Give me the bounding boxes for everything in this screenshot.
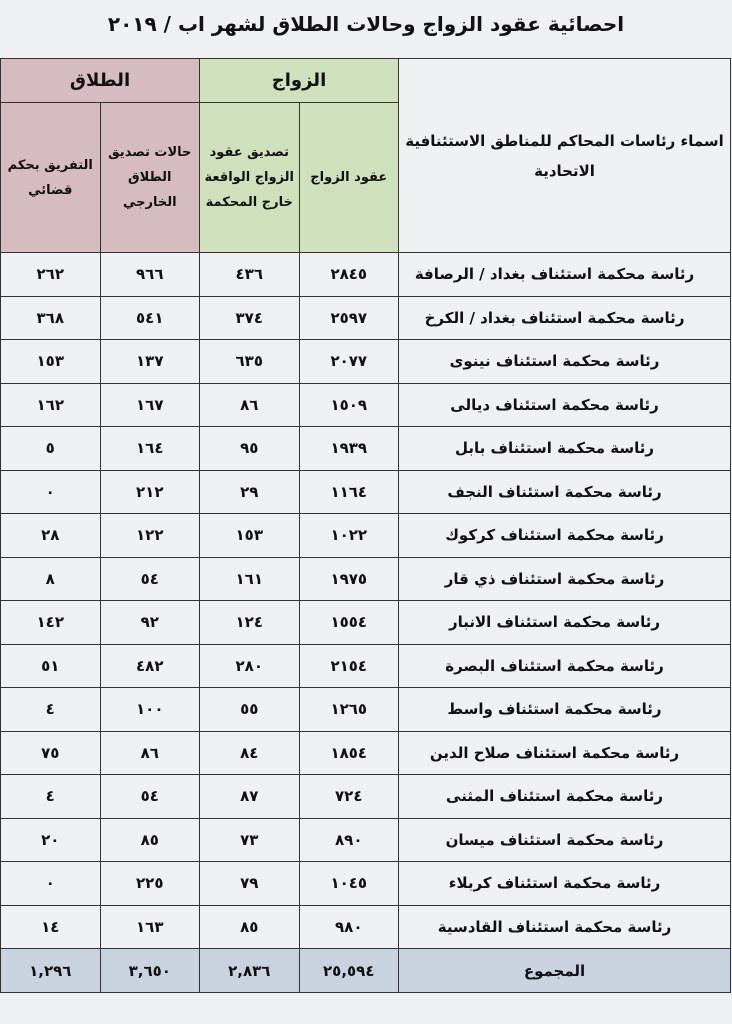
court-name-cell: رئاسة محكمة استئناف واسط bbox=[399, 688, 731, 732]
court-name-cell: رئاسة محكمة استئناف النجف bbox=[399, 470, 731, 514]
judicial-separation-cell: ٧٥ bbox=[1, 731, 101, 775]
judicial-separation-cell: ١٤ bbox=[1, 905, 101, 949]
table-row bbox=[1, 383, 731, 427]
total-divorce-cell: ٣,٦٥٠ bbox=[100, 949, 200, 993]
marriage-contracts-cell: ١٢٦٥ bbox=[299, 688, 399, 732]
marriage-ratification-header: تصديق عقود الزواج الواقعة خارج المحكمة bbox=[200, 103, 300, 253]
marriage-ratification-cell: ٤٣٦ bbox=[200, 253, 300, 297]
court-name-cell: رئاسة محكمة استئناف بغداد / الكرخ bbox=[399, 296, 731, 340]
divorce-ratification-cell: ٩٢ bbox=[100, 601, 200, 645]
divorce-ratification-cell: ٢١٢ bbox=[100, 470, 200, 514]
court-name-cell: رئاسة محكمة استئناف كربلاء bbox=[399, 862, 731, 906]
marriage-ratification-cell: ٧٣ bbox=[200, 818, 300, 862]
court-name-cell: رئاسة محكمة استئناف بغداد / الرصافة bbox=[399, 253, 731, 297]
court-name-cell: رئاسة محكمة استئناف ذي قار bbox=[399, 557, 731, 601]
judicial-separation-cell: ٠ bbox=[1, 862, 101, 906]
table-row bbox=[1, 470, 731, 514]
divorce-ratification-cell: ٥٤١ bbox=[100, 296, 200, 340]
marriage-contracts-cell: ١٥٠٩ bbox=[299, 383, 399, 427]
marriage-ratification-cell: ١٥٣ bbox=[200, 514, 300, 558]
judicial-separation-cell: ٥ bbox=[1, 427, 101, 471]
court-name-cell: رئاسة محكمة استئناف كركوك bbox=[399, 514, 731, 558]
header-group-row bbox=[1, 59, 731, 103]
table-row bbox=[1, 905, 731, 949]
marriage-contracts-cell: ٢٥٩٧ bbox=[299, 296, 399, 340]
marriage-contracts-cell: ٧٢٤ bbox=[299, 775, 399, 819]
divorce-ratification-header: حالات تصديق الطلاق الخارجي bbox=[100, 103, 200, 253]
document-title: احصائية عقود الزواج وحالات الطلاق لشهر اب / ٢٠١٩ bbox=[107, 12, 625, 36]
judicial-separation-cell: ٤ bbox=[1, 775, 101, 819]
divorce-ratification-cell: ٢٢٥ bbox=[100, 862, 200, 906]
table-row bbox=[1, 427, 731, 471]
table-row bbox=[1, 644, 731, 688]
divorce-ratification-cell: ٥٤ bbox=[100, 557, 200, 601]
court-name-cell: رئاسة محكمة استئناف بابل bbox=[399, 427, 731, 471]
judicial-separation-header: التفريق بحكم قضائي bbox=[1, 103, 101, 253]
total-row bbox=[1, 949, 731, 993]
judicial-separation-cell: ٢٠ bbox=[1, 818, 101, 862]
region-header-text: اسماء رئاسات المحاكم للمناطق الاستئنافية الاتحادية bbox=[405, 131, 724, 180]
total-contracts-cell: ٢٥,٥٩٤ bbox=[299, 949, 399, 993]
court-name-cell: رئاسة محكمة استئناف ميسان bbox=[399, 818, 731, 862]
divorce-ratification-cell: ١٦٣ bbox=[100, 905, 200, 949]
marriage-ratification-cell: ٥٥ bbox=[200, 688, 300, 732]
divorce-ratification-cell: ٨٥ bbox=[100, 818, 200, 862]
marriage-ratification-cell: ٧٩ bbox=[200, 862, 300, 906]
total-label-cell: المجموع bbox=[399, 949, 731, 993]
marriage-contracts-cell: ١٨٥٤ bbox=[299, 731, 399, 775]
table-row bbox=[1, 340, 731, 384]
judicial-separation-cell: ٠ bbox=[1, 470, 101, 514]
table-row bbox=[1, 296, 731, 340]
marriage-ratification-cell: ٩٥ bbox=[200, 427, 300, 471]
marriage-contracts-cell: ١٠٢٢ bbox=[299, 514, 399, 558]
marriage-contracts-cell: ٢١٥٤ bbox=[299, 644, 399, 688]
divorce-ratification-cell: ١٢٢ bbox=[100, 514, 200, 558]
table-row bbox=[1, 557, 731, 601]
divorce-ratification-cell: ٥٤ bbox=[100, 775, 200, 819]
marriage-ratification-cell: ٣٧٤ bbox=[200, 296, 300, 340]
divorce-ratification-cell: ١٠٠ bbox=[100, 688, 200, 732]
marriage-ratification-cell: ٨٧ bbox=[200, 775, 300, 819]
marriage-contracts-cell: ١١٦٤ bbox=[299, 470, 399, 514]
marriage-ratification-cell: ٨٦ bbox=[200, 383, 300, 427]
divorce-ratification-cell: ١٣٧ bbox=[100, 340, 200, 384]
marriage-ratification-cell: ١٦١ bbox=[200, 557, 300, 601]
marriage-ratification-cell: ٢٩ bbox=[200, 470, 300, 514]
divorce-ratification-cell: ١٦٤ bbox=[100, 427, 200, 471]
judicial-separation-cell: ٣٦٨ bbox=[1, 296, 101, 340]
table-row bbox=[1, 818, 731, 862]
divorce-group-header: الطلاق bbox=[1, 59, 200, 103]
marriage-contracts-cell: ١٠٤٥ bbox=[299, 862, 399, 906]
court-name-cell: رئاسة محكمة استئناف نينوى bbox=[399, 340, 731, 384]
region-column-header bbox=[399, 59, 731, 253]
marriage-contracts-cell: ٩٨٠ bbox=[299, 905, 399, 949]
table-row bbox=[1, 775, 731, 819]
marriage-contracts-header: عقود الزواج bbox=[299, 103, 399, 253]
judicial-separation-cell: ١٦٢ bbox=[1, 383, 101, 427]
court-name-cell: رئاسة محكمة استئناف المثنى bbox=[399, 775, 731, 819]
marriage-contracts-cell: ٢٠٧٧ bbox=[299, 340, 399, 384]
table-row bbox=[1, 731, 731, 775]
divorce-ratification-cell: ٤٨٢ bbox=[100, 644, 200, 688]
court-name-cell: رئاسة محكمة استئناف الانبار bbox=[399, 601, 731, 645]
marriage-ratification-cell: ٦٣٥ bbox=[200, 340, 300, 384]
divorce-ratification-cell: ١٦٧ bbox=[100, 383, 200, 427]
marriage-group-header: الزواج bbox=[200, 59, 399, 103]
table-row bbox=[1, 688, 731, 732]
divorce-ratification-cell: ٩٦٦ bbox=[100, 253, 200, 297]
judicial-separation-cell: ١٥٣ bbox=[1, 340, 101, 384]
total-separation-cell: ١,٢٩٦ bbox=[1, 949, 101, 993]
statistics-table bbox=[0, 58, 731, 993]
marriage-contracts-cell: ٢٨٤٥ bbox=[299, 253, 399, 297]
table-row bbox=[1, 253, 731, 297]
judicial-separation-cell: ٢٨ bbox=[1, 514, 101, 558]
marriage-ratification-cell: ٨٥ bbox=[200, 905, 300, 949]
marriage-contracts-cell: ٨٩٠ bbox=[299, 818, 399, 862]
judicial-separation-cell: ٨ bbox=[1, 557, 101, 601]
table-row bbox=[1, 514, 731, 558]
court-name-cell: رئاسة محكمة استئناف القادسية bbox=[399, 905, 731, 949]
judicial-separation-cell: ٤ bbox=[1, 688, 101, 732]
marriage-contracts-cell: ١٩٧٥ bbox=[299, 557, 399, 601]
total-ratification-cell: ٢,٨٣٦ bbox=[200, 949, 300, 993]
court-name-cell: رئاسة محكمة استئناف البصرة bbox=[399, 644, 731, 688]
marriage-contracts-cell: ١٩٣٩ bbox=[299, 427, 399, 471]
court-name-cell: رئاسة محكمة استئناف صلاح الدين bbox=[399, 731, 731, 775]
marriage-ratification-cell: ٨٤ bbox=[200, 731, 300, 775]
judicial-separation-cell: ١٤٢ bbox=[1, 601, 101, 645]
court-name-cell: رئاسة محكمة استئناف ديالى bbox=[399, 383, 731, 427]
divorce-ratification-cell: ٨٦ bbox=[100, 731, 200, 775]
judicial-separation-cell: ٥١ bbox=[1, 644, 101, 688]
marriage-ratification-cell: ٢٨٠ bbox=[200, 644, 300, 688]
table-row bbox=[1, 601, 731, 645]
marriage-contracts-cell: ١٥٥٤ bbox=[299, 601, 399, 645]
table-row bbox=[1, 862, 731, 906]
judicial-separation-cell: ٢٦٢ bbox=[1, 253, 101, 297]
marriage-ratification-cell: ١٢٤ bbox=[200, 601, 300, 645]
